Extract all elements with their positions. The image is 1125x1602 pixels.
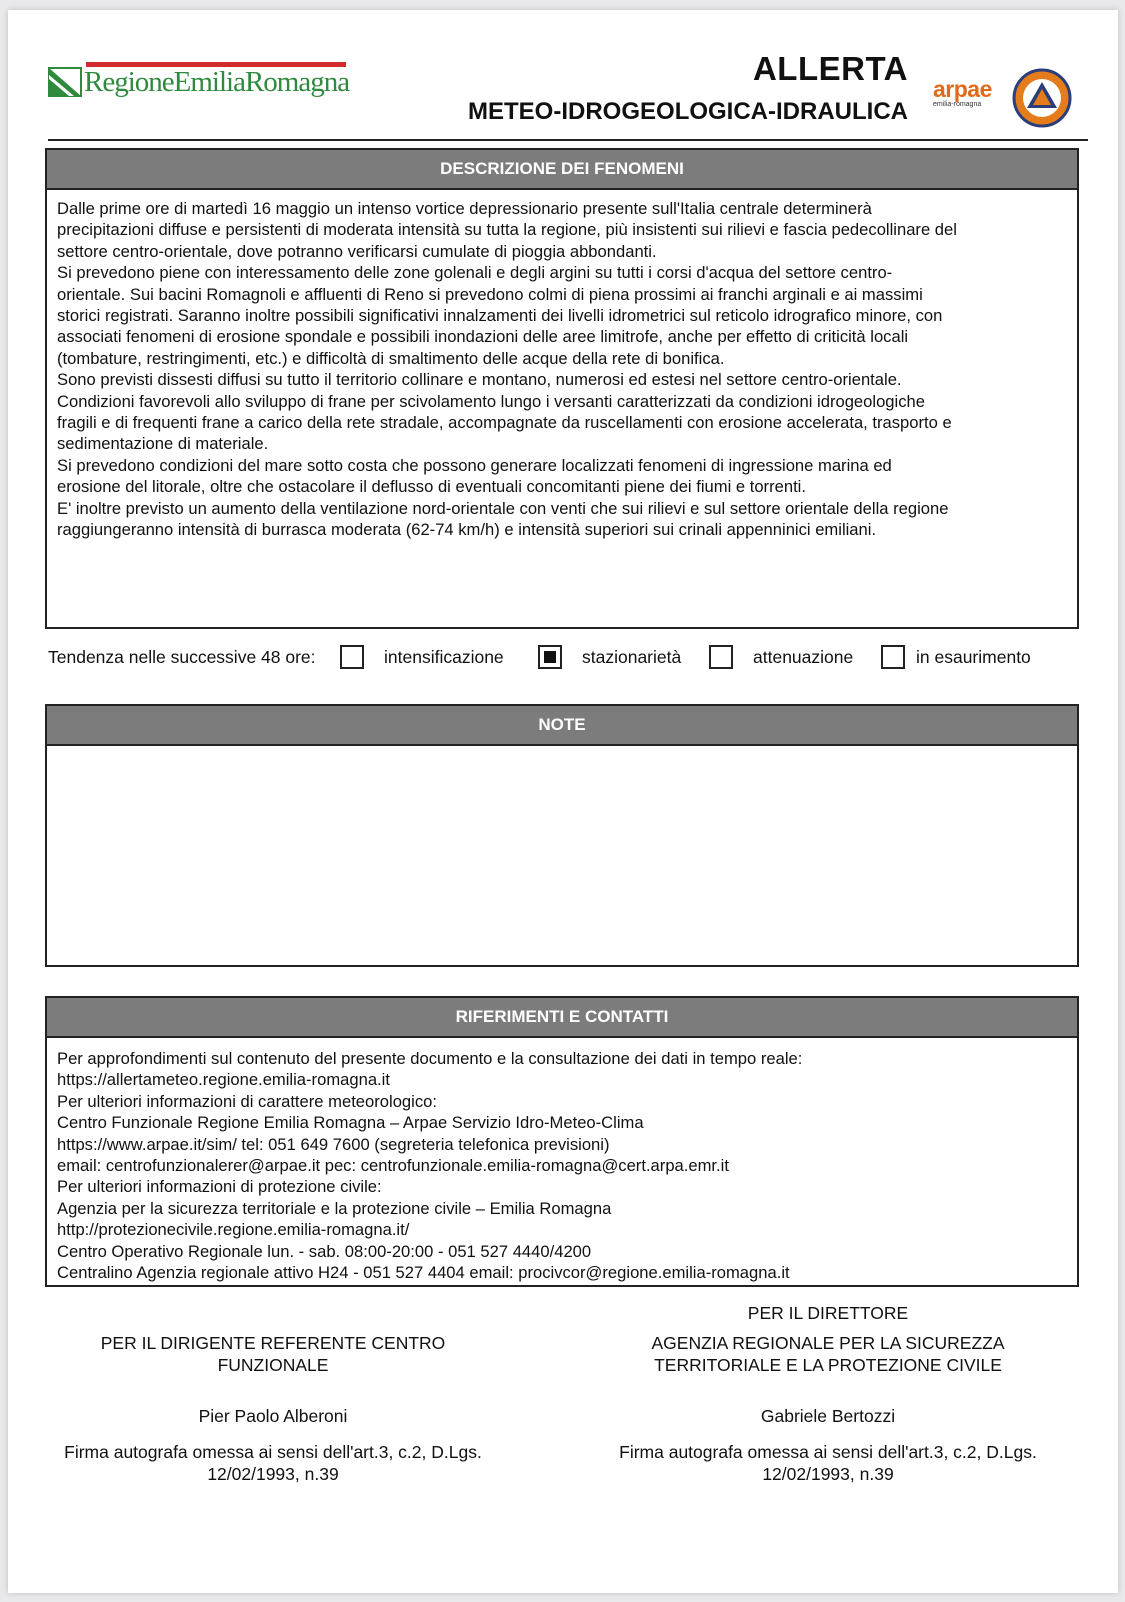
left-signature-note: Firma autografa omessa ai sensi dell'art.3, c.2, D.Lgs. 12/02/1993, n.39 (64, 1442, 482, 1484)
tendency-label: Tendenza nelle successive 48 ore: (48, 647, 316, 667)
alert-subtitle: METEO-IDROGEOLOGICA-IDRAULICA (468, 98, 908, 125)
region-logo-text: RegioneEmiliaRomagna (84, 66, 350, 98)
description-text: Dalle prime ore di martedì 16 maggio un intenso vortice depressionario presente sull'Italia centrale determinerà precipitazioni diffuse e persistenti di moderata intensità su tutta la regione, più insistenti sui rilievi e fascia pedecollinare del settore centro-orientale, dove potranno verificarsi cumulate di pioggia abbondanti. Si prevedono piene con interessamento delle zone golenali e degli argini su tutti i corsi d'acqua del settore centro- orientale. Sui bacini Romagnoli e affluenti di Reno si prevedono colmi di piena prossimi ai franchi arginali e ai massimi storici registrati. Saranno inoltre possibili significativi innalzamenti dei livelli idrometrici sul reticolo idrografico minore, con associati fenomeni di erosione spondale e possibili inondazioni delle aree limitrofe, anche per effetto di criticità locali (tombature, restringimenti, etc.) e difficoltà di smaltimento delle acque della rete di bonifica. Sono previsti dissesti diffusi su tutto il territorio collinare e montano, numerosi ed estesi nel settore centro-orientale. Condizioni favorevoli allo sviluppo di frane per scivolamento lungo i versanti caratterizzati da condizioni idrogeologiche fragili e di frequenti frane a carico della rete stradale, accompagnate da ruscellamenti con erosione accelerata, trasporto e sedimentazione di materiale. Si prevedono condizioni del mare sotto costa che possono generare localizzati fenomeni di ingressione marina ed erosione del litorale, oltre che ostacolare il deflusso di eventuali concomitanti piene dei fiumi e torrenti. E' inoltre previsto un aumento della ventilazione nord-orientale con venti che sui rilievi e sul settore orientale della regione raggiungeranno intensità di burrasca moderata (62-74 km/h) e intensità superiori sui crinali appenninici emiliani. (57, 199, 957, 540)
description-section (45, 148, 1079, 629)
notes-text (47, 746, 1077, 754)
left-signature-role: PER IL DIRIGENTE REFERENTE CENTRO FUNZIONALE (100, 1333, 446, 1375)
option-label-stazionarieta: stazionarietà (582, 647, 682, 667)
contacts-heading: RIFERIMENTI E CONTATTI (47, 998, 1077, 1038)
arpae-logo-text (933, 76, 1013, 103)
right-signature-name: Gabriele Bertozzi (760, 1406, 896, 1426)
tendency-row (48, 643, 1088, 671)
description-heading: DESCRIZIONE DEI FENOMENI (47, 150, 1077, 190)
notes-section (45, 704, 1079, 967)
option-label-attenuazione: attenuazione (753, 647, 854, 667)
option-label-in-esaurimento: in esaurimento (916, 647, 1031, 667)
protezione-civile-logo-icon (1012, 68, 1072, 128)
regione-emilia-romagna-logo (48, 62, 348, 112)
contacts-text: Per approfondimenti sul contenuto del presente documento e la consultazione dei dati in tempo reale: https://allertameteo.regione.emilia-romagna.it Per ulteriori informazioni di carattere meteorologico: Centro Funzionale Regione Emilia Romagna – Arpae Servizio Idro-Meteo-Clima https://www.arpae.it/sim/ tel: 051 649 7600 (segreteria telefonica previsioni) email: centrofunzionalerer@arpae.it pec: centrofunzionale.emilia-romagna@cert.arpa.emr.it Per ulteriori informazioni di protezione civile: Agenzia per la sicurezza territoriale e la protezione civile – Emilia Romagna http://protezionecivile.regione.emilia-romagna.it/ Centro Operativo Regionale lun. - sab. 08:00-20:00 - 051 527 4440/4200 Centralino Agenzia regionale attivo H24 - 051 527 4404 email: procivcor@regione.emilia-romagna.it (57, 1049, 803, 1283)
checkbox-in-esaurimento[interactable] (881, 645, 905, 669)
contacts-section (45, 996, 1079, 1287)
right-signature-role: AGENZIA REGIONALE PER LA SICUREZZA TERRITORIALE E LA PROTEZIONE CIVILE (651, 1333, 1005, 1375)
arpae-logo-subtext: emilia-romagna (933, 101, 982, 108)
notes-heading: NOTE (47, 706, 1077, 746)
document-page (8, 10, 1118, 1593)
checkbox-stazionarieta[interactable] (538, 645, 562, 669)
checkbox-attenuazione[interactable] (709, 645, 733, 669)
checkbox-intensificazione[interactable] (340, 645, 364, 669)
left-signature-name: Pier Paolo Alberoni (198, 1406, 348, 1426)
right-signature-pre-role: PER IL DIRETTORE (747, 1303, 909, 1323)
alert-title: ALLERTA (752, 50, 908, 87)
arpae-logo-word: arpae (933, 76, 992, 102)
right-signature-note: Firma autografa omessa ai sensi dell'art.3, c.2, D.Lgs. 12/02/1993, n.39 (619, 1442, 1037, 1484)
region-flag-icon (48, 67, 82, 97)
option-label-intensificazione: intensificazione (384, 647, 504, 667)
header-divider (48, 139, 1088, 141)
arpae-logo (933, 76, 1013, 126)
